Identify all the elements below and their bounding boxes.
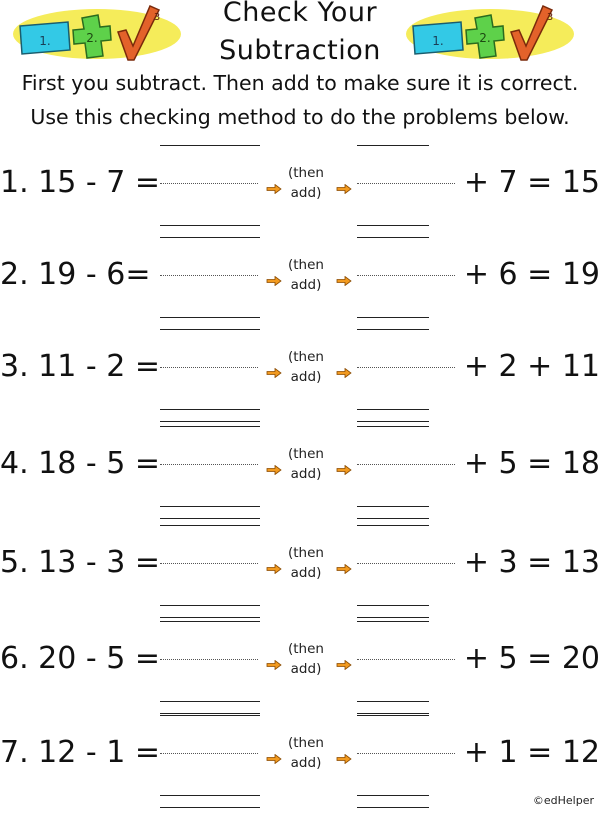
answer-line (160, 807, 260, 808)
arrow-right-icon (336, 559, 352, 569)
subtraction-problem: 5. 13 - 3 = (0, 545, 160, 580)
svg-text:2.: 2. (86, 31, 98, 45)
work-line-dotted (357, 753, 455, 754)
then-label: (then (288, 446, 324, 462)
answer-line (160, 225, 260, 226)
answer-line-top (357, 237, 429, 238)
then-add-label (276, 733, 336, 773)
answer-line-top (160, 525, 260, 526)
subtraction-problem: 7. 12 - 1 = (0, 735, 160, 770)
work-line-dotted (160, 753, 258, 754)
problem-row (0, 525, 600, 635)
then-add-label (276, 639, 336, 679)
work-line-dotted (160, 367, 258, 368)
problem-row (0, 329, 600, 439)
svg-text:3: 3 (153, 12, 161, 23)
answer-line (357, 409, 429, 410)
check-equation: + 7 = 15 (463, 165, 600, 200)
arrow-right-icon (336, 271, 352, 281)
instructions-line1: First you subtract. Then add to make sure it is correct. (21, 71, 579, 95)
answer-line-top (357, 715, 429, 716)
then-label: (then (288, 349, 324, 365)
subtraction-problem: 4. 18 - 5 = (0, 446, 160, 481)
answer-line-top (160, 426, 260, 427)
check-equation: + 2 + 11 (463, 349, 600, 384)
add-label: add) (290, 661, 322, 677)
answer-line (357, 225, 429, 226)
answer-line (160, 795, 260, 796)
check-equation: + 1 = 12 (463, 735, 600, 770)
check-equation: + 5 = 20 (463, 641, 600, 676)
subtraction-problem: 1. 15 - 7 = (0, 165, 160, 200)
answer-line (357, 506, 429, 507)
answer-line (357, 795, 429, 796)
work-line-dotted (357, 563, 455, 564)
answer-line (357, 317, 429, 318)
arrow-right-icon (336, 460, 352, 470)
svg-text:1.: 1. (39, 34, 51, 48)
answer-line-top (357, 329, 429, 330)
answer-line (160, 713, 260, 714)
svg-text:2.: 2. (479, 31, 491, 45)
answer-line (357, 617, 429, 618)
then-add-label (276, 543, 336, 583)
subtraction-problem: 2. 19 - 6= (0, 257, 151, 292)
answer-line (357, 605, 429, 606)
answer-line (160, 409, 260, 410)
answer-line-top (160, 715, 260, 716)
then-label: (then (288, 257, 324, 273)
then-label: (then (288, 545, 324, 561)
add-label: add) (290, 277, 322, 293)
answer-line (357, 713, 429, 714)
check-equation: + 5 = 18 (463, 446, 600, 481)
then-add-label (276, 347, 336, 387)
answer-line (160, 506, 260, 507)
answer-line (160, 421, 260, 422)
answer-line (357, 518, 429, 519)
svg-text:3: 3 (546, 12, 554, 23)
add-label: add) (290, 369, 322, 385)
answer-line-top (160, 145, 260, 146)
then-label: (then (288, 735, 324, 751)
work-line-dotted (357, 275, 455, 276)
arrow-right-icon (336, 655, 352, 665)
answer-line (160, 617, 260, 618)
answer-line-top (357, 426, 429, 427)
add-label: add) (290, 466, 322, 482)
answer-line-top (357, 145, 429, 146)
arrow-right-icon (336, 179, 352, 189)
work-line-dotted (357, 367, 455, 368)
work-line-dotted (160, 563, 258, 564)
copyright-notice: ©edHelper (532, 794, 594, 807)
answer-line (357, 701, 429, 702)
answer-line-top (160, 237, 260, 238)
answer-line-top (160, 329, 260, 330)
arrow-right-icon (336, 363, 352, 373)
answer-line (160, 518, 260, 519)
check-equation: + 6 = 19 (463, 257, 600, 292)
add-label: add) (290, 755, 322, 771)
answer-line (357, 421, 429, 422)
problem-row (0, 715, 600, 825)
then-add-label (276, 255, 336, 295)
answer-line-top (357, 621, 429, 622)
work-line-dotted (160, 183, 258, 184)
then-label: (then (288, 641, 324, 657)
answer-line-top (160, 621, 260, 622)
page-title-line1: Check Your (222, 0, 378, 28)
work-line-dotted (357, 659, 455, 660)
arrow-right-icon (336, 749, 352, 759)
then-label: (then (288, 165, 324, 181)
answer-line (357, 807, 429, 808)
work-line-dotted (357, 464, 455, 465)
instructions-line2: Use this checking method to do the problems below. (30, 105, 570, 129)
work-line-dotted (160, 659, 258, 660)
answer-line (160, 701, 260, 702)
check-equation: + 3 = 13 (463, 545, 600, 580)
work-line-dotted (160, 464, 258, 465)
problem-row (0, 426, 600, 536)
add-label: add) (290, 185, 322, 201)
then-add-label (276, 163, 336, 203)
answer-line-top (357, 525, 429, 526)
subtraction-problem: 6. 20 - 5 = (0, 641, 160, 676)
page-title-line2: Subtraction (219, 35, 381, 66)
answer-line (160, 605, 260, 606)
then-add-label (276, 444, 336, 484)
work-line-dotted (357, 183, 455, 184)
svg-text:1.: 1. (432, 34, 444, 48)
subtraction-problem: 3. 11 - 2 = (0, 349, 160, 384)
add-label: add) (290, 565, 322, 581)
work-line-dotted (160, 275, 258, 276)
answer-line (160, 317, 260, 318)
